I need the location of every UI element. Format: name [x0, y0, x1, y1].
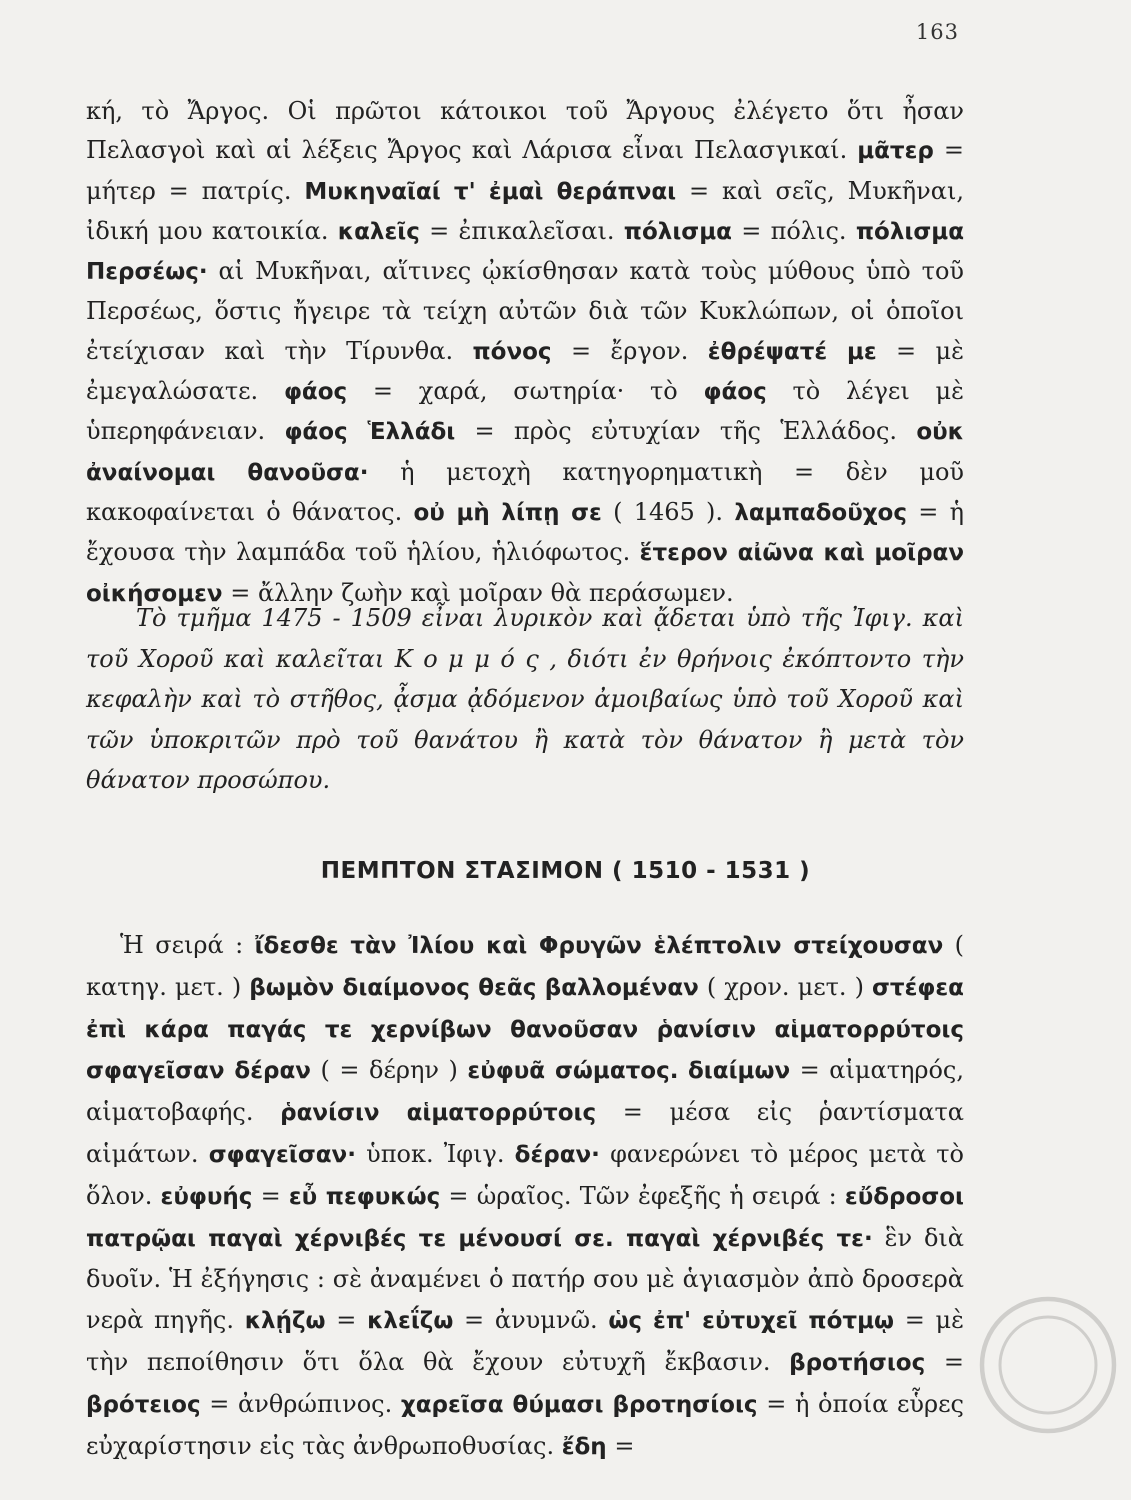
text-run: [678, 1056, 688, 1084]
text-run: = μήτερ = πατρίς.: [86, 136, 964, 205]
bold-term: πόλισμα: [623, 218, 732, 245]
text-run: ἡ μετοχὴ κατηγορηματικὴ = δὲν μοῦ κακοφαίνεται ὁ θάνατος.: [86, 457, 964, 526]
section-heading: ΠΕΜΠΤΟΝ ΣΤΑΣΙΜΟΝ ( 1510 - 1531 ): [320, 858, 811, 884]
bold-term: βρότειος: [86, 1391, 201, 1418]
bold-term: φάος: [703, 379, 767, 406]
text-run: κή, τὸ Ἄργος. Οἱ πρῶτοι κάτοικοι τοῦ Ἄργους ἐλέγετο ὅτι ἦσαν Πελασγοὶ καὶ αἱ λέξεις Ἄργος καὶ Λάρισα εἶναι Πελασγικαί.: [86, 97, 964, 165]
text-run: = μὲ τὴν πεποίθησιν ὅτι ὅλα θὰ ἔχουν εὐτυχῆ ἔκβασιν.: [86, 1306, 964, 1376]
text-run: ( 1465 ).: [601, 497, 735, 526]
text-run: =: [325, 1306, 368, 1335]
text-run: = ἀνθρώπινος.: [200, 1389, 401, 1418]
text-run: = πρὸς εὐτυχίαν τῆς Ἑλλάδος.: [455, 417, 917, 446]
text-run: = μέσα εἰς ῥαντίσματα αἱμάτων.: [86, 1098, 964, 1168]
bold-term: οὐ μὴ λίπῃ σε: [413, 499, 602, 526]
text-run: = πόλις.: [731, 216, 856, 245]
bold-term: ἕτερον αἰῶνα καὶ μοῖραν οἰκήσομεν: [86, 540, 964, 607]
bold-term: ἐθρέψατέ με: [707, 338, 877, 365]
text-run: =: [606, 1431, 635, 1460]
bold-term: πόνος: [472, 338, 552, 365]
bold-term: πόλισμα Περσέως·: [86, 218, 964, 286]
text-run: ὑποκ. Ἰφιγ.: [355, 1139, 515, 1168]
commentary-paragraph-1: [86, 92, 964, 614]
text-run: = ἔργον.: [551, 336, 708, 365]
bold-term: βωμὸν διαίμονος θεᾶς βαλλομέναν: [249, 974, 699, 1001]
bold-term: ῥανίσιν αἱματορρύτοις: [280, 1100, 597, 1127]
bold-term: κλεΐζω: [367, 1308, 454, 1335]
bold-term: ἔδη: [561, 1433, 607, 1460]
bold-term: εὔδροσοι πατρῷαι παγαὶ χέρνιβές τε μένουσί σε. παγαὶ χέρνιβές τε·: [86, 1183, 964, 1252]
bold-term: οὐκ ἀναίνομαι θανοῦσα·: [86, 419, 964, 486]
bold-term: εὐφυής: [160, 1183, 253, 1210]
text-run: =: [925, 1347, 964, 1376]
text-run: ( χρον. μετ. ): [698, 972, 872, 1001]
library-stamp-icon: [973, 1290, 1123, 1440]
text-run: ( κατηγ. μετ. ): [86, 931, 964, 1001]
text-run: = χαρά, σωτηρία· τὸ: [347, 377, 704, 406]
bold-term: μᾶτερ: [857, 138, 934, 165]
text-run: = ἀνυμνῶ.: [453, 1306, 609, 1335]
bold-term: ὡς ἐπ' εὐτυχεῖ πότμῳ: [608, 1308, 894, 1335]
page-number: 163: [915, 20, 959, 44]
text-run: = ἐπικαλεῖσαι.: [419, 216, 624, 245]
text-run: τὸ λέγει μὲ ὑπερηφάνειαν.: [86, 377, 965, 446]
bold-term: χαρεῖσα θύμασι βροτησίοις: [400, 1391, 758, 1418]
bold-term: σφαγεῖσαν·: [208, 1141, 356, 1168]
bold-term: φάος Ἑλλάδι: [284, 419, 456, 446]
bold-term: στέφεα ἐπὶ κάρα παγάς τε χερνίβων θανοῦσαν ῥανίσιν αἱματορρύτοις σφαγεῖσαν δέραν: [86, 974, 964, 1085]
kommos-paragraph: Τὸ τμῆμα 1475 - 1509 εἶναι λυρικὸν καὶ ᾄδεται ὑπὸ τῆς Ἰφιγ. καὶ τοῦ Χοροῦ καὶ καλεῖται Κ ο μ μ ό ς , διότι ἐν θρήνοις ἐκόπτοντο τὴν κεφαλὴν καὶ τὸ στῆθος, ᾆσμα ᾀδόμενον ἀμοιβαίως ὑπὸ τοῦ Χοροῦ καὶ τῶν ὑποκριτῶν πρὸ τοῦ θανάτου ἢ κατὰ τὸν θάνατον ἢ μετὰ τὸν θάνατον προσώπου.: [86, 604, 964, 794]
text-run: φανερώνει τὸ μέρος μετὰ τὸ ὅλον.: [86, 1139, 964, 1210]
text-run: = ἄλλην ζωὴν καὶ μοῖραν θὰ περάσωμεν.: [222, 578, 734, 607]
text-run: = αἱματηρός, αἱματοβαφής.: [86, 1056, 964, 1127]
text-run: αἱ Μυκῆναι, αἵτινες ᾠκίσθησαν κατὰ τοὺς μύθους ὑπὸ τοῦ Περσέως, ὅστις ἤγειρε τὰ τείχη αὐτῶν διὰ τῶν Κυκλώπων, οἱ ὁποῖοι ἐτείχισαν καὶ τὴν Τίρυνθα.: [86, 257, 964, 365]
bold-term: κλῄζω: [244, 1308, 326, 1335]
bold-term: εὖ πεφυκώς: [288, 1183, 441, 1210]
commentary-paragraph-3: [86, 925, 964, 1467]
text-run: = μὲ ἐμεγαλώσατε.: [86, 336, 965, 406]
bold-term: διαίμων: [688, 1058, 791, 1085]
text-run: = ἡ ὁποία εὗρες εὐχαρίστησιν εἰς τὰς ἀνθρωποθυσίας.: [86, 1389, 964, 1460]
bold-term: βροτήσιος: [789, 1349, 926, 1376]
bold-term: δέραν·: [514, 1141, 600, 1168]
bold-term: φάος: [283, 379, 348, 406]
text-run: ( = δέρην ): [310, 1056, 468, 1085]
bold-term: εὐφυᾶ σώματος.: [467, 1058, 679, 1085]
text-run: = καὶ σεῖς, Μυκῆναι, ἰδική μου κατοικία.: [86, 176, 964, 245]
text-run: = ὡραῖος. Τῶν ἐφεξῆς ἡ σειρά :: [440, 1181, 845, 1210]
bold-term: Μυκηναῖαί τ' ἐμαὶ θεράπναι: [304, 178, 677, 205]
bold-term: ἴδεσθε τὰν Ἰλίου καὶ Φρυγῶν ἑλέπτολιν στείχουσαν: [254, 933, 944, 959]
bold-term: καλεῖς: [337, 218, 420, 245]
text-run: =: [252, 1181, 289, 1210]
text-run: Ἡ σειρά :: [120, 931, 255, 959]
text-run: ἓν διὰ δυοῖν. Ἡ ἐξήγησις : σὲ ἀναμένει ὁ πατήρ σου μὲ ἁγιασμὸν ἀπὸ δροσερὰ νερὰ πηγῆς.: [86, 1223, 965, 1335]
bold-term: λαμπαδοῦχος: [734, 499, 907, 526]
text-run: = ἡ ἔχουσα τὴν λαμπάδα τοῦ ἡλίου, ἡλιόφωτος.: [86, 497, 965, 567]
